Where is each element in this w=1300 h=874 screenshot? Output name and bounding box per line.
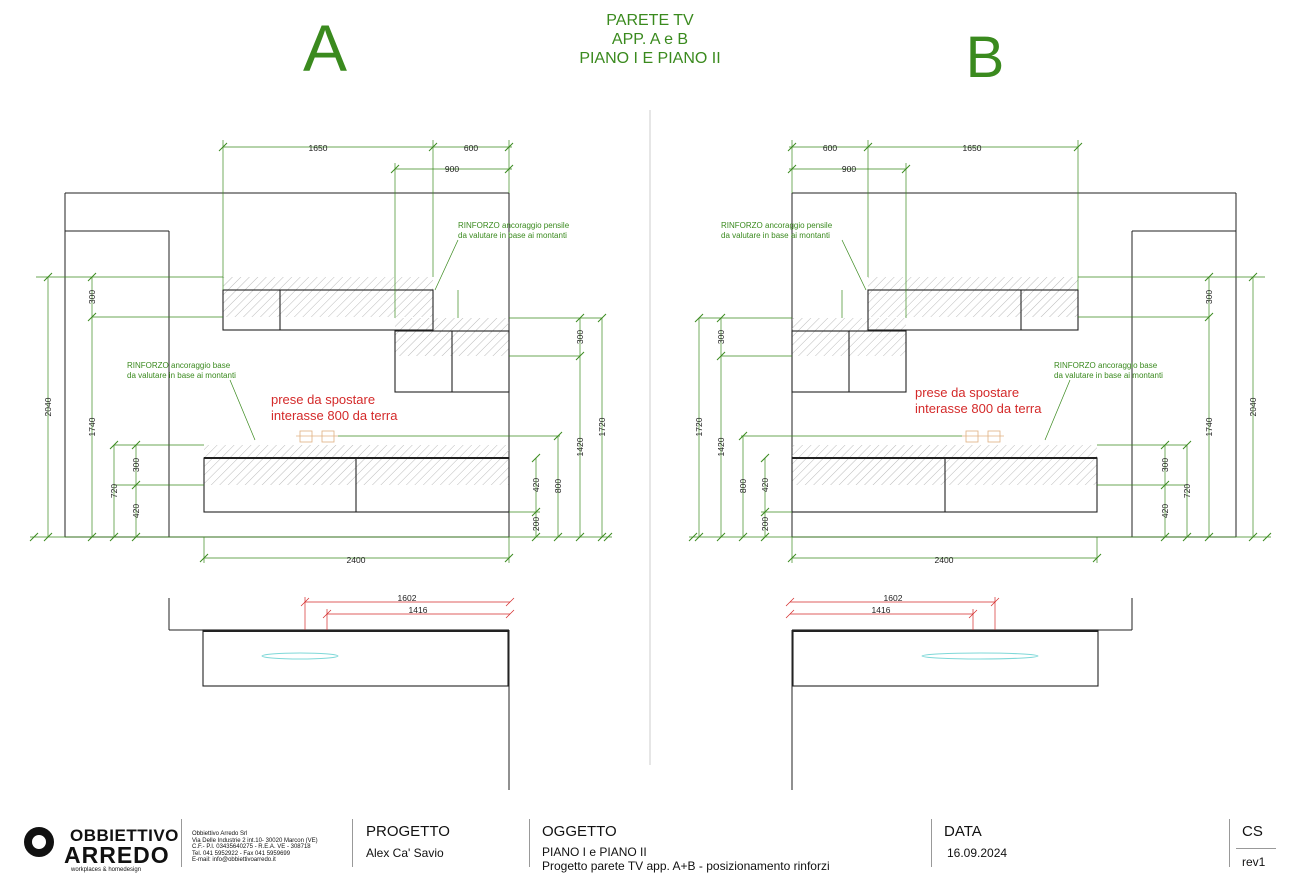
- dim-ticks-a: [30, 143, 612, 562]
- dim-2040-a: 2040: [43, 397, 53, 417]
- dim-2040-b: 2040: [1248, 397, 1258, 417]
- plan-tv-a: [262, 653, 338, 659]
- dim-2400-a: 2400: [346, 555, 366, 565]
- note-pensile-b-1: RINFORZO ancoraggio pensile: [721, 221, 833, 230]
- company-info-3: C.F.- P.I. 03435640275 - R.E.A. VE - 308718: [192, 844, 311, 850]
- separator: [181, 819, 182, 867]
- note-base-b-1: RINFORZO ancoraggio base: [1054, 361, 1158, 370]
- sockets-b: [962, 431, 1004, 442]
- plan-b: [792, 598, 1132, 790]
- oggetto-line-1: PIANO I e PIANO II: [542, 845, 647, 859]
- dim-1416-a: 1416: [408, 605, 428, 615]
- dim-1602-b: 1602: [883, 593, 903, 603]
- reinforcement-wall-unit-b: [868, 277, 1078, 317]
- dim-600-a: 600: [463, 143, 479, 153]
- sockets-note-b-2: interasse 800 da terra: [915, 401, 1042, 416]
- cs-label: CS: [1242, 823, 1263, 840]
- plan-dim-labels-a: [398, 593, 428, 615]
- dim-300-right-a: 300: [575, 329, 585, 345]
- dim-1650-b: 1650: [962, 143, 982, 153]
- dim-ticks-b: [689, 143, 1271, 562]
- dim-2400-b: 2400: [934, 555, 954, 565]
- dim-300-top-a: 300: [87, 289, 97, 305]
- dimensions-a: [30, 140, 612, 563]
- title-line-2: APP. A e B: [611, 31, 689, 48]
- dim-200-a: 200: [531, 516, 541, 532]
- dim-labels-a: [43, 143, 607, 565]
- dim-1416-b: 1416: [871, 605, 891, 615]
- dim-200-b: 200: [760, 516, 770, 532]
- dim-300-base-a: 300: [131, 457, 141, 473]
- dim-1420-a: 1420: [575, 437, 585, 457]
- oggetto-line-2: Progetto parete TV app. A+B - posizionamento rinforzi: [542, 859, 830, 873]
- note-pensile-a-2: da valutare in base ai montanti: [458, 231, 567, 240]
- sockets-note-a-2: interasse 800 da terra: [271, 408, 398, 423]
- plan-tv-b: [922, 653, 1038, 659]
- logo-company-name: OBBIETTIVO: [70, 826, 179, 845]
- separator: [931, 819, 932, 867]
- company-info-5: E-mail: info@obbiettivoarredo.it: [192, 857, 276, 863]
- dim-800-b: 800: [738, 478, 748, 494]
- company-info-2: Via Delle Industrie 2 int.10- 30020 Marcon (VE): [192, 837, 318, 844]
- data-value: 16.09.2024: [947, 846, 1008, 860]
- dim-300-base-b: 300: [1160, 457, 1170, 473]
- dim-1740-b: 1740: [1204, 417, 1214, 437]
- logo-tagline: workplaces & homedesign: [71, 867, 142, 873]
- sockets-a: [296, 431, 338, 442]
- company-info: [192, 831, 318, 864]
- dim-420-left-b: 420: [1160, 503, 1170, 519]
- note-pensile-b-2: da valutare in base ai montanti: [721, 231, 830, 240]
- cs-divider: [1236, 848, 1276, 849]
- separator: [529, 819, 530, 867]
- dim-labels-b: [694, 143, 1258, 565]
- logo-ring-icon: [24, 827, 54, 857]
- title-block: [0, 815, 1300, 873]
- elevation-b: [792, 193, 1236, 537]
- dim-600-b: 600: [822, 143, 838, 153]
- dim-420-right-b: 420: [760, 477, 770, 493]
- logo-brand: ARREDO: [64, 842, 170, 868]
- dim-1720-a: 1720: [597, 417, 607, 437]
- dim-1650-a: 1650: [308, 143, 328, 153]
- dim-800-a: 800: [553, 478, 563, 494]
- label-a: A: [302, 11, 348, 85]
- dim-300-top-b: 300: [1204, 289, 1214, 305]
- dim-420-right-a: 420: [531, 477, 541, 493]
- progetto-value: Alex Ca' Savio: [366, 846, 444, 860]
- sockets-note-b: [915, 385, 1042, 416]
- dim-1602-a: 1602: [397, 593, 417, 603]
- oggetto-label: OGGETTO: [542, 823, 617, 840]
- note-base-b-2: da valutare in base ai montanti: [1054, 371, 1163, 380]
- dim-720-a: 720: [109, 483, 119, 499]
- dim-420-left-a: 420: [131, 503, 141, 519]
- company-logo: [24, 825, 179, 873]
- dim-1420-b: 1420: [716, 437, 726, 457]
- sockets-note-a: [271, 392, 398, 423]
- dim-900-b: 900: [841, 164, 857, 174]
- dim-720-b: 720: [1182, 483, 1192, 499]
- plan-a: [169, 598, 509, 790]
- dimensions-b: [689, 140, 1271, 563]
- label-b: B: [965, 25, 1005, 90]
- rev-value: rev1: [1242, 855, 1266, 869]
- company-info-4: Tel. 041 5952922 - Fax 041 5959699: [192, 850, 291, 857]
- data-label: DATA: [944, 823, 982, 840]
- title-line-1: PARETE TV: [606, 12, 694, 29]
- note-pensile-a-1: RINFORZO ancoraggio pensile: [458, 221, 570, 230]
- note-base-a-2: da valutare in base ai montanti: [127, 371, 236, 380]
- dim-900-a: 900: [444, 164, 460, 174]
- title-line-3: PIANO I E PIANO II: [579, 50, 721, 67]
- note-base-a-1: RINFORZO ancoraggio base: [127, 361, 231, 370]
- dim-1740-a: 1740: [87, 417, 97, 437]
- company-info-1: Obbiettivo Arredo Srl: [192, 831, 248, 837]
- sockets-note-a-1: prese da spostare: [271, 392, 376, 407]
- plan-dim-labels-b: [872, 593, 903, 615]
- reinforcement-wall-unit-a: [223, 277, 433, 317]
- separator: [1229, 819, 1230, 867]
- dim-300-right-b: 300: [716, 329, 726, 345]
- separator: [352, 819, 353, 867]
- progetto-label: PROGETTO: [366, 823, 450, 840]
- dim-1720-b: 1720: [694, 417, 704, 437]
- sockets-note-b-1: prese da spostare: [915, 385, 1020, 400]
